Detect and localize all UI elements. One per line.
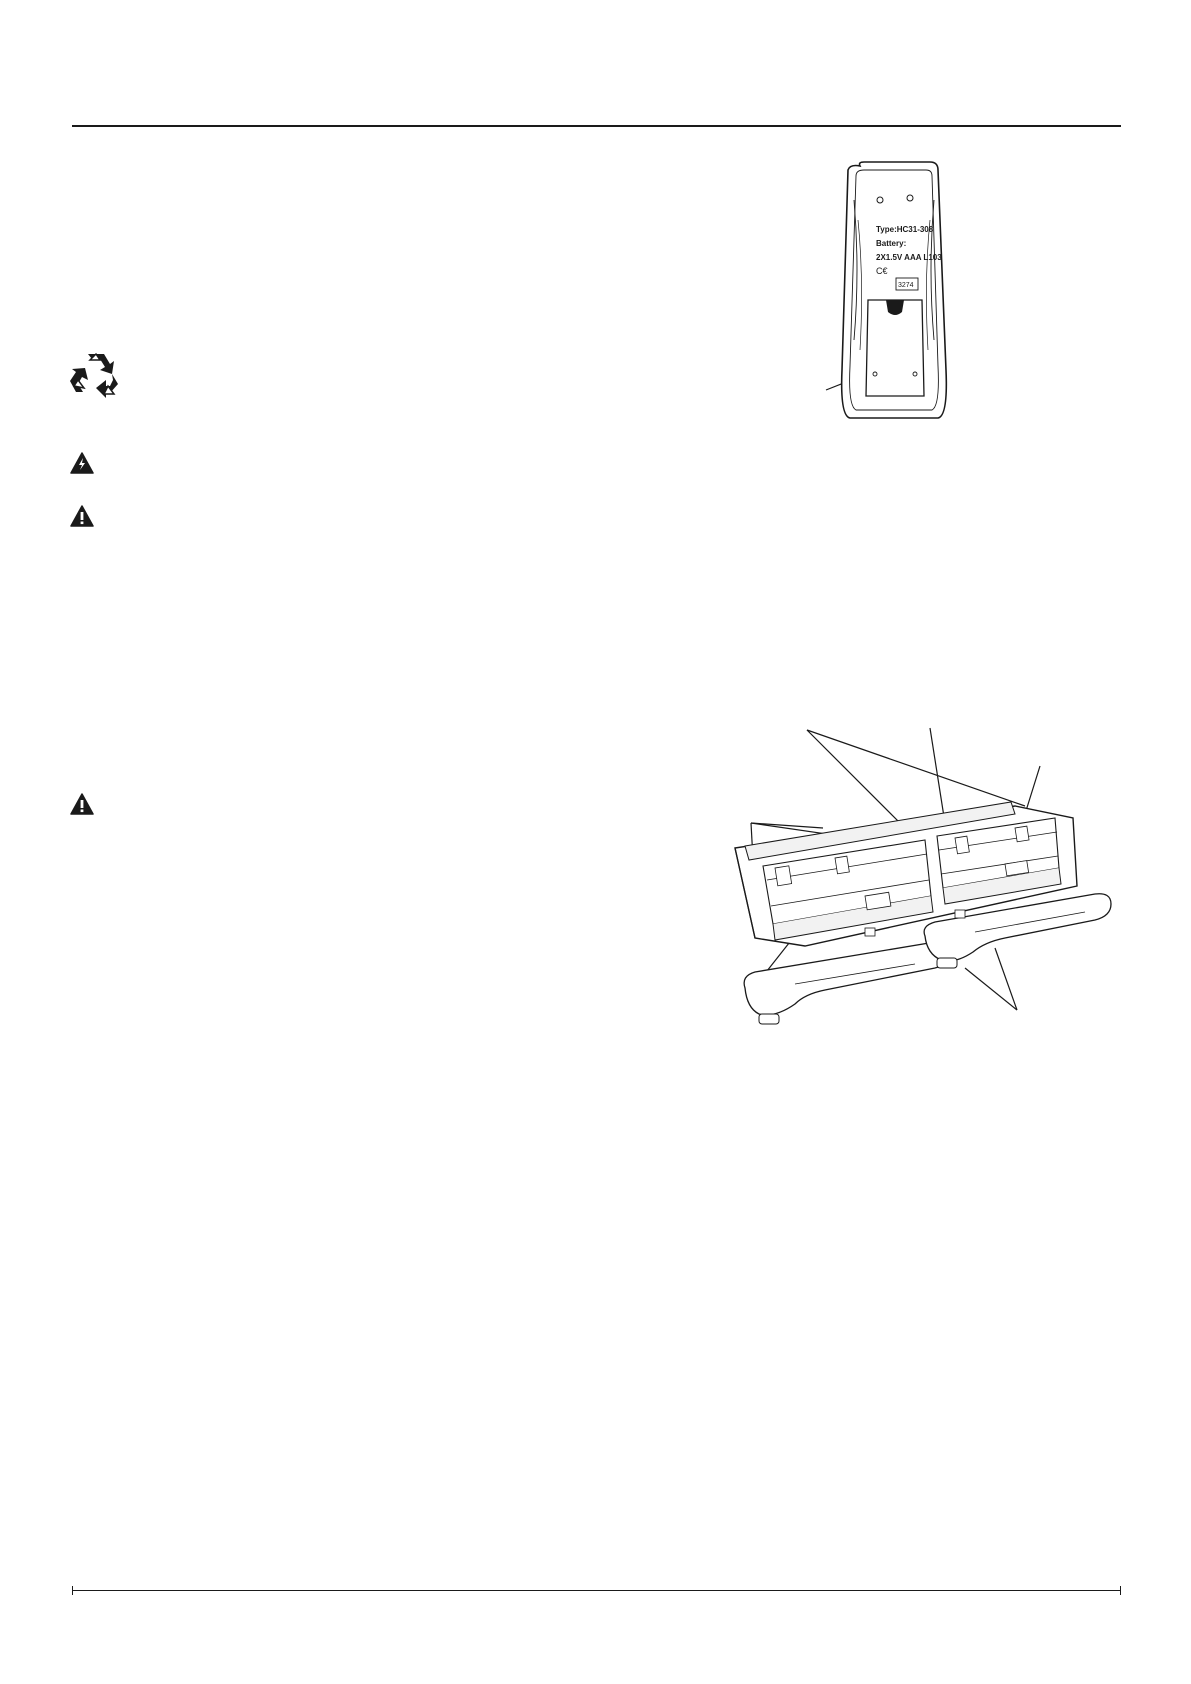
remote-control-back-illustration: [820, 160, 960, 430]
warning-exclamation-icon: [70, 793, 94, 820]
remote-type-label: Type:HC31-308: [876, 225, 934, 234]
header-rule: [72, 125, 1121, 127]
recycle-icon: [70, 350, 122, 405]
electric-hazard-warning-icon: [70, 452, 94, 479]
ce-mark: C€: [876, 266, 888, 276]
remote-code-label: 3274: [898, 282, 914, 289]
footer-rule-left-tick: [72, 1586, 73, 1595]
heater-assembly-illustration: [715, 718, 1120, 1053]
footer-rule-right-tick: [1120, 1586, 1121, 1595]
footer-rule: [72, 1590, 1121, 1591]
removed-element-front: [744, 942, 951, 1015]
remote-battery-spec: 2X1.5V AAA L103: [876, 253, 942, 262]
remote-battery-label: Battery:: [876, 239, 907, 248]
warning-exclamation-icon: [70, 505, 94, 532]
